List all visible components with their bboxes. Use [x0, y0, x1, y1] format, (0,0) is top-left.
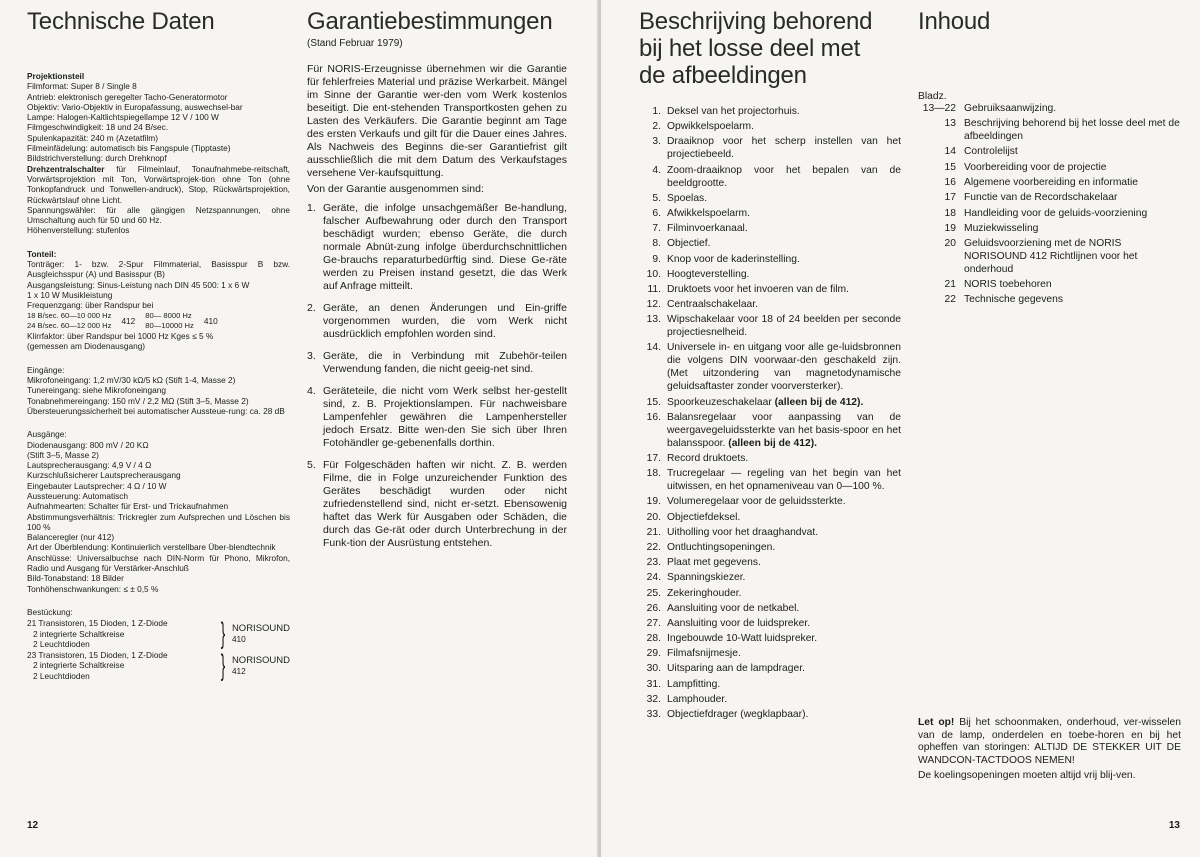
part-number: 1. — [652, 106, 661, 117]
page-column-label: Bladz. — [918, 91, 947, 102]
bestueckung-line: 2 Leuchtdioden — [33, 670, 90, 681]
parts-list-item — [639, 452, 901, 465]
ton-heading: Tonteil: — [27, 248, 57, 259]
part-description — [667, 693, 901, 706]
toc-page: 17 — [944, 192, 956, 204]
part-note-bold: (alleen bij de 412). — [774, 396, 864, 408]
spec-line: Klirrfaktor: über Randspur bei 1000 Hz Kges ≤ 5 % — [27, 331, 214, 342]
tech-data-title: Technische Daten — [27, 8, 215, 35]
part-description — [667, 192, 901, 205]
toc-title: Gebruiksaanwijzing. — [964, 103, 1057, 114]
toc-page: 21 — [944, 279, 956, 291]
part-number: 33. — [646, 709, 661, 720]
part-number: 3. — [652, 136, 661, 148]
projektion-lines-2 — [27, 205, 290, 236]
part-description — [667, 617, 901, 630]
toc-page: 16 — [944, 176, 956, 188]
part-description — [667, 467, 901, 493]
parts-title-line: Beschrijving behorend — [639, 8, 873, 35]
part-number: 6. — [652, 207, 661, 219]
part-text: Hoogteverstelling. — [667, 268, 750, 280]
toc-page: 18 — [944, 207, 956, 219]
part-text: Spoorkeuzeschakelaar — [667, 396, 772, 408]
parts-list-item — [639, 313, 901, 339]
part-number: 9. — [652, 253, 661, 265]
page-number-right: 13 — [1168, 820, 1180, 831]
part-description — [667, 396, 901, 409]
part-description — [667, 678, 901, 691]
freq-cell: 18 B/sec. 60—10 000 Hz — [27, 310, 112, 320]
ausgaenge-lines — [27, 440, 290, 594]
parts-list-item — [639, 105, 901, 118]
contents-title: Inhoud — [918, 8, 991, 35]
parts-list-item — [639, 602, 901, 615]
parts-list-item — [639, 587, 901, 600]
parts-list-item — [639, 693, 901, 706]
part-number: 17. — [646, 453, 661, 464]
part-description — [667, 164, 901, 190]
part-text: Trucregelaar — regeling van het begin van het uitwissen, en het opnameniveau van 0—100 %. — [667, 468, 901, 493]
part-text: Balansregelaar voor aanpassing van de weergavegeluidssterkte van het basis-spoor en het balansspoor. — [667, 411, 901, 449]
part-number: 11. — [647, 283, 661, 295]
part-description — [667, 237, 901, 250]
toc-page: 19 — [944, 222, 956, 234]
part-description — [667, 526, 901, 539]
part-number: 4. — [652, 164, 661, 176]
part-number: 19. — [646, 496, 661, 508]
spec-line: Filmformat: Super 8 / Single 8 — [27, 81, 137, 92]
spec-line: Filmgeschwindigkeit: 18 und 24 B/sec. — [27, 122, 169, 133]
product-model: 412 — [231, 665, 246, 676]
guarantee-subtitle: (Stand Februar 1979) — [307, 38, 403, 49]
toc-title: Handleiding voor de geluids-voorziening — [964, 207, 1148, 219]
part-number: 29. — [646, 648, 661, 660]
spec-line: Lautsprecherausgang: 4,9 V / 4 Ω — [27, 460, 152, 471]
parts-list-item — [639, 511, 901, 524]
guarantee-intro: Für NORIS-Erzeugnisse übernehmen wir die Garantie für fehlerfreies Material und präzise Werkarbeit. Mängel im Sinne der Garantie wer-den vom Werk kostenlos beseitigt. Die ent-stehenden Transportkosten gehen zu Lasten des Verkäufers. Die Garantie beginnt am Tage des ersten Verkaufs und gilt für die Dauer eines Jahres. Als Nachweis des Beginns die-ser Garantiefrist gilt ausschließlich die mit dem Datum des Verkaufstages versehene Ver-kaufsquittung. — [307, 63, 567, 179]
toc-entry — [918, 294, 1180, 307]
part-text: Deksel van het projectorhuis. — [667, 106, 800, 117]
part-text: Spanningskiezer. — [667, 572, 746, 584]
guarantee-item — [307, 350, 567, 376]
freq-model-412: 412 — [121, 315, 136, 326]
projektion-lines — [27, 81, 290, 163]
toc-title: Technische gegevens — [964, 294, 1064, 306]
toc-title: Controlelijst — [964, 146, 1018, 158]
part-description — [667, 253, 901, 266]
part-text: Objectiefdeksel. — [667, 511, 741, 523]
item-number: 5. — [307, 459, 316, 471]
parts-title-line: bij het losse deel met — [639, 35, 861, 62]
part-description — [667, 207, 901, 220]
part-number: 32. — [646, 693, 661, 705]
drehzentral-line — [27, 164, 290, 205]
parts-list-item — [639, 526, 901, 539]
item-number: 2. — [307, 302, 316, 314]
part-number: 8. — [652, 238, 661, 250]
spec-line: Lampe: Halogen-Kaltlichtspiegellampe 12 V / 100 W — [27, 112, 219, 123]
toc-title: Functie van de Recordschakelaar — [964, 192, 1118, 204]
projektion-heading: Projektionsteil — [27, 71, 85, 81]
part-text: Ingebouwde 10-Watt luidspreker. — [667, 633, 818, 645]
freq-cell: 80—10000 Hz — [145, 320, 194, 330]
spec-line: Ausgangsleistung: Sinus-Leistung nach DIN 45 500: 1 x 6 W — [27, 279, 250, 290]
table-of-contents — [918, 103, 1180, 307]
tech-spec-list — [27, 71, 290, 681]
toc-entry — [918, 192, 1180, 205]
part-text: Objectiefdrager (wegklapbaar). — [667, 709, 809, 720]
part-description — [667, 298, 901, 311]
parts-list — [639, 105, 901, 721]
part-description — [667, 708, 901, 721]
parts-list-item — [639, 164, 901, 190]
ausgaenge-heading: Ausgänge: — [27, 429, 67, 440]
product-name: NORISOUND — [231, 622, 290, 634]
spec-line: Art der Überblendung: Kontinuierlich verstellbare Über-blendtechnik — [27, 542, 276, 553]
spec-line: Objektiv: Vario-Objektiv in Europafassung, auswechsel-bar — [27, 101, 243, 112]
toc-entry — [918, 146, 1180, 159]
toc-entry — [918, 162, 1180, 175]
spec-line: Tonträger: 1- bzw. 2-Spur Filmmaterial, Basisspur B bzw. Ausgleichsspur (A) und Basisspur (B) — [27, 259, 290, 280]
parts-list-item — [639, 135, 901, 161]
spec-line: Tunereingang: siehe Mikrofoneingang — [27, 385, 166, 396]
page-number-left: 12 — [27, 820, 39, 831]
part-text: Lampfitting. — [667, 678, 721, 690]
guarantee-item — [307, 385, 567, 450]
spec-line: Anschlüsse: Universalbuchse nach DIN-Norm für Phono, Mikrofon, Radio und Ausgang für Verstärker-Anschluß — [27, 552, 290, 574]
frequency-table — [27, 311, 290, 332]
part-text: Aansluiting voor de luidspreker. — [667, 617, 811, 629]
part-text: Lamphouder. — [667, 693, 728, 705]
toc-entry — [918, 118, 1180, 144]
parts-list-item — [639, 556, 901, 569]
spec-line: Frequenzgang: über Randspur bei — [27, 300, 154, 311]
part-text: Universele in- en uitgang voor alle ge-luidsbronnen die volgens DIN voorwaar-den geschakeld zijn. (Met uitzondering van magnetodynamische geluidsaftaster zonder voorversterker). — [667, 342, 901, 393]
part-number: 25. — [646, 587, 661, 599]
toc-entry — [918, 279, 1180, 292]
spec-line: Spulenkapazität: 240 m (Azetatfilm) — [27, 132, 158, 143]
freq-cell: 80— 8000 Hz — [145, 310, 192, 320]
part-text: Draaiknop voor het scherp instellen van het projectiebeeld. — [667, 136, 901, 161]
spec-line: Bildstrichverstellung: durch Drehknopf — [27, 153, 167, 164]
part-description — [667, 571, 901, 584]
bestueckung-line: 2 integrierte Schaltkreise — [33, 660, 125, 671]
part-description — [667, 283, 901, 296]
part-text: Druktoets voor het invoeren van de film. — [667, 283, 850, 295]
parts-list-item — [639, 207, 901, 220]
parts-list-item — [639, 411, 901, 450]
part-text: Filminvoerkanaal. — [667, 223, 748, 235]
part-text: Ontluchtingsopeningen. — [667, 541, 776, 553]
parts-list-item — [639, 495, 901, 508]
item-text: Für Folgeschäden haften wir nicht. Z. B. werden Filme, die in Folge unzureichender Funktion des Gerätes beschädigt wurden oder nicht zufriedenstellend sind, nicht er-setzt. Ebensowenig haftet das Werk für Ausgaben oder Schäden, die durch das Ge-rät oder durch Unterbrechung in der Funk-tion der Ausrüstung entstehen. — [323, 459, 567, 549]
parts-list-item — [639, 298, 901, 311]
guarantee-exclusion-intro: Von der Garantie ausgenommen sind: — [307, 183, 484, 195]
spec-line: Abstimmungsverhältnis: Trickregler zum Aufsprechen und Löschen bis 100 % — [27, 511, 290, 532]
freq-cell: 24 B/sec. 60—12 000 Hz — [27, 320, 112, 330]
item-number: 4. — [307, 385, 316, 397]
drehzentral-text: für Filmeinlauf, Tonaufnahmebe-reitschaft, Vorwärtsprojektion mit Ton, Vorwärtsprojek-tion ohne Ton (ohne Tonkopfandruck und Tonwellen-andruck), Stop, Rückwärtsprojektion, Rückwärtslauf ohne Licht. — [27, 163, 290, 205]
spec-line: Bild-Tonabstand: 18 Bilder — [27, 573, 124, 584]
spec-line: Antrieb: elektronisch geregelter Tacho-Generatormotor — [27, 91, 228, 102]
part-number: 2. — [652, 121, 661, 133]
bestueckung-410 — [27, 618, 290, 649]
bestueckung-line: 21 Transistoren, 15 Dioden, 1 Z-Diode — [27, 618, 168, 629]
guarantee-item — [307, 459, 567, 550]
contents-column — [918, 8, 1180, 310]
warning-note — [918, 717, 1181, 783]
parts-description-column — [639, 8, 901, 723]
part-text: Afwikkelspoelarm. — [667, 207, 750, 219]
spec-line: Tonhöhenschwankungen: ≤ ± 0,5 % — [27, 583, 159, 594]
bestueckung-412 — [27, 650, 290, 681]
part-description — [667, 268, 901, 281]
parts-list-item — [639, 283, 901, 296]
parts-list-item — [639, 541, 901, 554]
parts-list-item — [639, 678, 901, 691]
part-number: 13. — [646, 314, 661, 326]
bestueckung-line: 2 Leuchtdioden — [33, 638, 90, 649]
part-number: 15. — [646, 396, 661, 408]
ton-lines-2 — [27, 331, 290, 352]
parts-list-item — [639, 341, 901, 393]
parts-list-item — [639, 708, 901, 721]
part-description — [667, 105, 901, 118]
toc-entry — [918, 103, 1180, 116]
part-number: 14. — [646, 342, 661, 354]
part-text: Objectief. — [667, 238, 711, 250]
part-text: Filmafsnijmesje. — [667, 648, 741, 660]
part-description — [667, 222, 901, 235]
toc-entry — [918, 177, 1180, 190]
toc-page: 13 — [944, 118, 956, 130]
part-text: Plaat met gegevens. — [667, 557, 761, 569]
toc-page: 13—22 — [922, 103, 956, 114]
product-model: 410 — [231, 633, 246, 644]
part-description — [667, 135, 901, 161]
spec-line: 1 x 10 W Musikleistung — [27, 289, 113, 300]
warning-body: Bij het schoonmaken, onderhoud, ver-wisselen van de lamp, onderdelen en toebe-horen en bij het opheffen van storingen: ALTIJD DE STEKKER UIT DE WANDCON-TACTDOOS NEMEN! — [918, 717, 1181, 766]
part-description — [667, 587, 901, 600]
part-description — [667, 511, 901, 524]
guarantee-item — [307, 202, 567, 293]
warning-label: Let op! — [918, 717, 955, 728]
spec-line: Diodenausgang: 800 mV / 20 KΩ — [27, 439, 149, 450]
part-description — [667, 602, 901, 615]
part-number: 21. — [646, 526, 661, 538]
tech-data-column — [27, 8, 290, 681]
part-number: 20. — [646, 511, 661, 523]
part-description — [667, 495, 901, 508]
left-page — [0, 0, 599, 857]
parts-list-item — [639, 467, 901, 493]
bestueckung-heading: Bestückung: — [27, 606, 73, 617]
part-text: Zekeringhouder. — [667, 587, 742, 599]
toc-title: Muziekwisseling — [964, 222, 1039, 234]
parts-list-item — [639, 192, 901, 205]
toc-title: NORIS toebehoren — [964, 279, 1052, 291]
item-text: Geräte, die infolge unsachgemäßer Be-handlung, falscher Aufbewahrung oder durch den Transport beschädigt wurden; ebenso Geräte, die durch normale Abnüt-zung infolge überdurchschnittlichen Ge-brauchs reparaturbedürftig sind. Diese Ge-räte werden zu Preisen instand gesetzt, die das Werk auf Anfrage mitteilt. — [323, 202, 567, 292]
part-text: Aansluiting voor de netkabel. — [667, 602, 800, 614]
part-text: Centraalschakelaar. — [667, 299, 759, 311]
eingaenge-lines — [27, 375, 290, 416]
ton-lines — [27, 259, 290, 310]
spec-line: Höhenverstellung: stufenlos — [27, 225, 130, 236]
part-text: Uitsparing aan de lampdrager. — [667, 663, 805, 675]
part-text: Volumeregelaar voor de geluidssterkte. — [667, 496, 846, 508]
part-description — [667, 452, 901, 465]
parts-list-item — [639, 120, 901, 133]
item-text: Geräte, an denen Änderungen und Ein-griffe vorgenommen wurden, die vom Werk nicht ausdrücklich empfohlen worden sind. — [323, 302, 567, 340]
parts-title-line: de afbeeldingen — [639, 62, 807, 89]
toc-page: 15 — [944, 161, 956, 173]
parts-list-item — [639, 396, 901, 409]
part-number: 27. — [646, 617, 661, 629]
part-number: 30. — [646, 663, 661, 675]
spec-line: Filmeinfädelung: automatisch bis Fangspule (Tipptaste) — [27, 143, 231, 154]
part-text: Spoelas. — [667, 192, 708, 204]
parts-list-item — [639, 647, 901, 660]
part-number: 23. — [646, 557, 661, 569]
spec-line: Tonabnehmereingang: 150 mV / 2,2 MΩ (Stift 3–5, Masse 2) — [27, 395, 249, 406]
cooling-note: De koelingsopeningen moeten altijd vrij blij-ven. — [918, 770, 1136, 782]
part-number: 10. — [646, 268, 661, 280]
spec-line: Mikrofoneingang: 1,2 mV/30 kΩ/5 kΩ (Stift 1-4, Masse 2) — [27, 375, 236, 386]
product-name: NORISOUND — [231, 654, 290, 666]
eingaenge-heading: Eingänge: — [27, 364, 65, 375]
part-description — [667, 662, 901, 675]
part-number: 12. — [646, 299, 661, 311]
toc-page: 14 — [944, 146, 956, 158]
spec-line: Eingebauter Lautsprecher: 4 Ω / 10 W — [27, 480, 167, 491]
part-number: 5. — [652, 192, 661, 204]
part-description — [667, 647, 901, 660]
part-text: Knop voor de kaderinstelling. — [667, 253, 800, 265]
toc-page: 22 — [944, 294, 956, 306]
part-description — [667, 120, 901, 133]
guarantee-body — [307, 63, 567, 550]
parts-title — [639, 8, 901, 89]
item-number: 1. — [307, 202, 316, 214]
toc-entry — [918, 223, 1180, 236]
parts-list-item — [639, 237, 901, 250]
parts-list-item — [639, 268, 901, 281]
item-text: Geräte, die in Verbindung mit Zubehör-teilen Verwendung fanden, die nicht geeig-net sind. — [323, 350, 567, 375]
guarantee-exclusion-list — [307, 202, 567, 550]
freq-model-410: 410 — [203, 315, 218, 326]
toc-title: Beschrijving behorend bij het losse deel met de afbeeldingen — [964, 118, 1180, 143]
item-number: 3. — [307, 350, 316, 362]
spec-line: (gemessen am Diodenausgang) — [27, 341, 146, 352]
part-number: 24. — [646, 572, 661, 584]
part-text: Uitholling voor het draaghandvat. — [667, 526, 819, 538]
parts-list-item — [639, 662, 901, 675]
toc-page: 20 — [944, 238, 956, 250]
part-description — [667, 632, 901, 645]
part-number: 28. — [646, 633, 661, 645]
part-description — [667, 556, 901, 569]
parts-list-item — [639, 571, 901, 584]
part-text: Opwikkelspoelarm. — [667, 121, 754, 133]
spec-line: Kurzschlußsicherer Lautsprecherausgang — [27, 470, 181, 481]
part-note-bold: (alleen bij de 412). — [728, 437, 817, 449]
part-description — [667, 411, 901, 450]
toc-title: Algemene voorbereiding en informatie — [964, 176, 1139, 188]
spec-line: Aufnahmearten: Schalter für Erst- und Trickaufnahmen — [27, 501, 229, 512]
part-number: 22. — [646, 541, 661, 553]
toc-title: Voorbereiding voor de projectie — [964, 161, 1107, 173]
part-description — [667, 313, 901, 339]
spec-line: Übersteuerungssicherheit bei automatischer Aussteue-rung: ca. 28 dB — [27, 405, 285, 416]
item-text: Geräteteile, die nicht vom Werk selbst her-gestellt sind, z. B. Projektionslampen. Für nachweisbare Lampenfehler gewähren die Lampenhersteller jedoch Ersatz. Bitte wen-den Sie sich über Ihren Fotohändler ge-gebenenfalls dorthin. — [323, 385, 567, 449]
parts-list-item — [639, 222, 901, 235]
bestueckung-line: 2 integrierte Schaltkreise — [33, 628, 125, 639]
parts-list-item — [639, 253, 901, 266]
part-text: Zoom-draaiknop voor het bepalen van de beeldgrootte. — [667, 164, 901, 189]
spec-line: Aussteuerung: Automatisch — [27, 490, 129, 501]
part-number: 16. — [646, 411, 661, 423]
brace-glyph: } — [220, 616, 226, 650]
part-text: Wipschakelaar voor 18 of 24 beelden per seconde projectiesnelheid. — [667, 314, 901, 339]
toc-entry — [918, 208, 1180, 221]
toc-entry — [918, 238, 1180, 276]
guarantee-column — [307, 8, 567, 559]
drehzentral-label: Drehzentralschalter — [27, 163, 105, 174]
part-number: 18. — [646, 468, 661, 480]
part-number: 26. — [646, 602, 661, 614]
part-description — [667, 341, 901, 393]
parts-list-item — [639, 632, 901, 645]
spec-line: (Stift 3–5, Masse 2) — [27, 449, 99, 460]
parts-list-item — [639, 617, 901, 630]
part-description — [667, 541, 901, 554]
guarantee-item — [307, 302, 567, 341]
spec-line: Balanceregler (nur 412) — [27, 532, 115, 543]
bestueckung-line: 23 Transistoren, 15 Dioden, 1 Z-Diode — [27, 650, 168, 661]
brace-glyph: } — [220, 648, 226, 682]
toc-title: Geluidsvoorziening met de NORIS NORISOUND 412 Richtlijnen voor het onderhoud — [964, 238, 1138, 275]
guarantee-title: Garantiebestimmungen — [307, 8, 553, 35]
warning-text — [918, 717, 1181, 767]
right-page — [601, 0, 1200, 857]
part-text: Record druktoets. — [667, 453, 749, 464]
spec-line: Spannungswähler: für alle gängigen Netzspannungen, ohne Umschaltung auch für 50 und 60 Hz. — [27, 204, 290, 226]
part-number: 31. — [646, 678, 661, 690]
part-number: 7. — [652, 223, 661, 235]
